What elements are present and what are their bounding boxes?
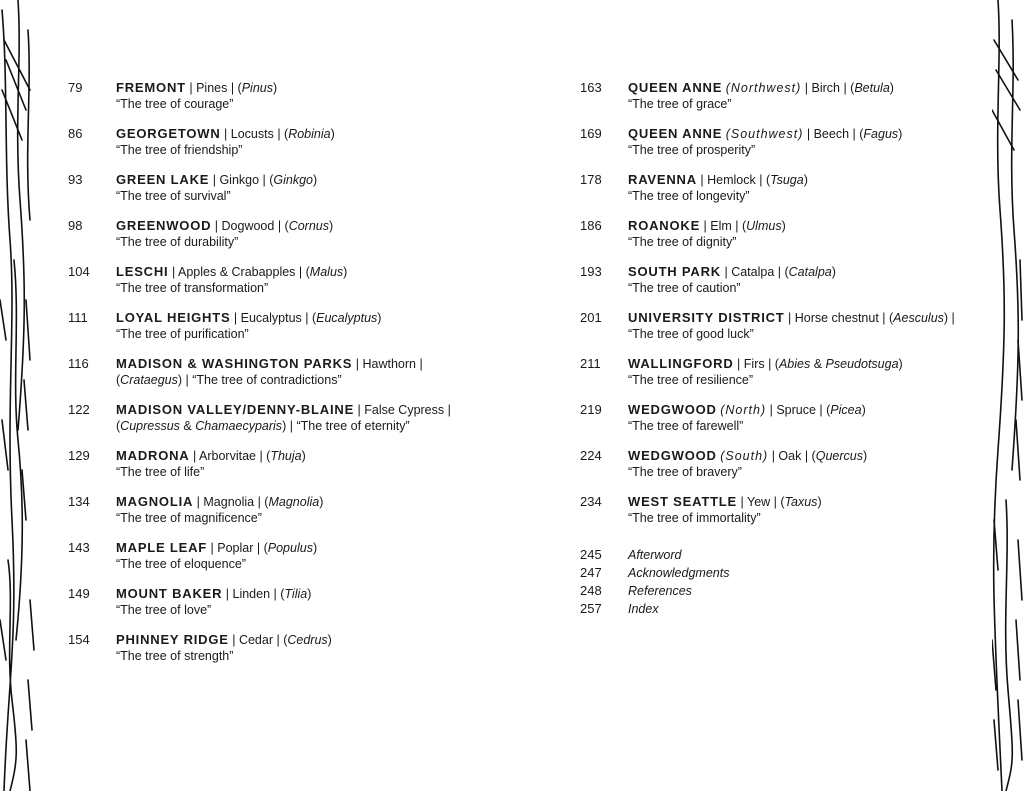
toc-entry[interactable]: 129 MADRONA | Arborvitae | (Thuja) “The tree of life” <box>68 448 468 480</box>
tree-meaning: “The tree of bravery” <box>628 465 742 479</box>
neighborhood-name: MADISON VALLEY/DENNY-BLAINE <box>116 402 355 417</box>
toc-entry[interactable]: 149 MOUNT BAKER | Linden | (Tilia) “The tree of love” <box>68 586 468 618</box>
tree-genus: Cupressus <box>120 419 180 433</box>
page-number: 134 <box>68 494 90 509</box>
toc-entry[interactable]: 193 SOUTH PARK | Catalpa | (Catalpa) “The tree of caution” <box>580 264 980 296</box>
page-number: 154 <box>68 632 90 647</box>
toc-entry[interactable]: 154 PHINNEY RIDGE | Cedar | (Cedrus) “The tree of strength” <box>68 632 468 664</box>
toc-entry[interactable]: 169 QUEEN ANNE (Southwest) | Beech | (Fagus) “The tree of prosperity” <box>580 126 980 158</box>
page-number: 86 <box>68 126 83 141</box>
page-number: 143 <box>68 540 90 555</box>
toc-entry[interactable]: 186 ROANOKE | Elm | (Ulmus) “The tree of dignity” <box>580 218 980 250</box>
tree-genus: Thuja <box>270 449 302 463</box>
neighborhood-name: UNIVERSITY DISTRICT <box>628 310 785 325</box>
page-number: 169 <box>580 126 602 141</box>
neighborhood-name: WEST SEATTLE <box>628 494 738 509</box>
tree-meaning: “The tree of transformation” <box>116 281 269 295</box>
tree-genus: Tilia <box>284 587 308 601</box>
page-number: 149 <box>68 586 90 601</box>
neighborhood-subarea: (South) <box>720 449 769 463</box>
neighborhood-name: QUEEN ANNE <box>628 80 723 95</box>
tree-common-name: Poplar <box>217 541 254 555</box>
tree-common-name: Hawthorn <box>362 357 416 371</box>
tree-meaning: “The tree of durability” <box>116 235 239 249</box>
toc-entry[interactable]: 211 WALLINGFORD | Firs | (Abies & Pseudotsuga) “The tree of resilience” <box>580 356 980 388</box>
page-number: 201 <box>580 310 602 325</box>
tree-meaning: “The tree of immortality” <box>628 511 761 525</box>
tree-common-name: Locusts <box>230 127 274 141</box>
page-number: 193 <box>580 264 602 279</box>
tree-genus: Abies <box>778 357 811 371</box>
neighborhood-name: MADRONA <box>116 448 190 463</box>
neighborhood-name: MAPLE LEAF <box>116 540 208 555</box>
tree-genus: Malus <box>309 265 344 279</box>
tree-genus: Eucalyptus <box>316 311 378 325</box>
tree-meaning: “The tree of love” <box>116 603 212 617</box>
page-number: 211 <box>580 356 601 371</box>
page-number: 129 <box>68 448 90 463</box>
neighborhood-name: PHINNEY RIDGE <box>116 632 229 647</box>
page-number: 79 <box>68 80 83 95</box>
tree-common-name: False Cypress <box>364 403 445 417</box>
tree-meaning: “The tree of contradictions” <box>192 373 342 387</box>
tree-genus: Cornus <box>288 219 329 233</box>
tree-genus-secondary: Pseudotsuga <box>825 357 899 371</box>
toc-left-column <box>68 80 468 678</box>
tree-meaning: “The tree of caution” <box>628 281 741 295</box>
tree-meaning: “The tree of survival” <box>116 189 231 203</box>
tree-meaning: “The tree of life” <box>116 465 205 479</box>
page-number: 247 <box>580 565 602 580</box>
tree-genus: Catalpa <box>788 265 832 279</box>
neighborhood-name: WEDGWOOD <box>628 448 717 463</box>
page-number: 163 <box>580 80 602 95</box>
tree-genus: Robinia <box>288 127 331 141</box>
toc-entry[interactable]: 116 MADISON & WASHINGTON PARKS | Hawthorn | (Crataegus) | “The tree of contradictions” <box>68 356 423 387</box>
tree-genus: Aesculus <box>893 311 944 325</box>
tree-common-name: Pines <box>196 81 228 95</box>
tree-genus: Populus <box>267 541 313 555</box>
tree-genus: Tsuga <box>770 173 804 187</box>
tree-common-name: Elm <box>710 219 732 233</box>
page-number: 245 <box>580 547 602 562</box>
section-title: Index <box>628 602 659 616</box>
neighborhood-name: LESCHI <box>116 264 169 279</box>
tree-common-name: Linden <box>232 587 271 601</box>
toc-entry[interactable]: 219 WEDGWOOD (North) | Spruce | (Picea) “The tree of farewell” <box>580 402 980 434</box>
tree-genus: Picea <box>830 403 862 417</box>
neighborhood-subarea: (Southwest) <box>725 127 804 141</box>
tree-genus: Fagus <box>863 127 899 141</box>
page-number: 122 <box>68 402 90 417</box>
tree-common-name: Oak <box>778 449 802 463</box>
page-number: 248 <box>580 583 602 598</box>
tree-common-name: Ginkgo <box>219 173 260 187</box>
toc-entry[interactable]: 111 LOYAL HEIGHTS | Eucalyptus | (Eucalyptus) “The tree of purification” <box>68 310 468 342</box>
tree-common-name: Hemlock <box>707 173 756 187</box>
tree-bark-illustration-right <box>992 0 1024 791</box>
neighborhood-name: LOYAL HEIGHTS <box>116 310 231 325</box>
section-title: References <box>628 584 692 598</box>
toc-entry[interactable]: 163 QUEEN ANNE (Northwest) | Birch | (Betula) “The tree of grace” <box>580 80 980 112</box>
tree-common-name: Beech <box>813 127 850 141</box>
toc-entry[interactable]: 143 MAPLE LEAF | Poplar | (Populus) “The tree of eloquence” <box>68 540 468 572</box>
tree-meaning: “The tree of dignity” <box>628 235 737 249</box>
tree-genus: Magnolia <box>268 495 320 509</box>
tree-common-name: Firs <box>743 357 765 371</box>
back-matter-entry[interactable] <box>580 582 980 600</box>
tree-common-name: Birch <box>811 81 840 95</box>
toc-entry[interactable]: 134 MAGNOLIA | Magnolia | (Magnolia) “The tree of magnificence” <box>68 494 468 526</box>
toc-entry[interactable]: 224 WEDGWOOD (South) | Oak | (Quercus) “The tree of bravery” <box>580 448 980 480</box>
page-number: 257 <box>580 601 602 616</box>
page-number: 224 <box>580 448 602 463</box>
tree-meaning: “The tree of longevity” <box>628 189 750 203</box>
toc-entry[interactable]: 122 MADISON VALLEY/DENNY-BLAINE | False Cypress | (Cupressus & Chamaecyparis) | “The tree of eternity” <box>68 402 451 433</box>
tree-genus: Cedrus <box>287 633 328 647</box>
tree-genus: Ginkgo <box>273 173 314 187</box>
page-number: 93 <box>68 172 83 187</box>
neighborhood-name: MOUNT BAKER <box>116 586 223 601</box>
neighborhood-name: WEDGWOOD <box>628 402 717 417</box>
page-number: 178 <box>580 172 602 187</box>
tree-meaning: “The tree of courage” <box>116 97 234 111</box>
section-title: Acknowledgments <box>628 566 730 580</box>
page-number: 98 <box>68 218 83 233</box>
toc-right-column <box>580 80 980 618</box>
tree-genus-secondary: Chamaecyparis <box>195 419 283 433</box>
tree-common-name: Dogwood <box>221 219 275 233</box>
neighborhood-subarea: (Northwest) <box>725 81 802 95</box>
toc-entry[interactable]: 79 FREMONT | Pines | (Pinus) “The tree of courage” <box>68 80 468 112</box>
tree-meaning: “The tree of eternity” <box>296 419 410 433</box>
tree-meaning: “The tree of eloquence” <box>116 557 246 571</box>
tree-meaning: “The tree of magnificence” <box>116 511 262 525</box>
tree-meaning: “The tree of friendship” <box>116 143 243 157</box>
tree-common-name: Yew <box>747 495 771 509</box>
toc-entry[interactable]: 104 LESCHI | Apples & Crabapples | (Malus) “The tree of transformation” <box>68 264 468 296</box>
tree-common-name: Apples & Crabapples <box>178 265 296 279</box>
neighborhood-subarea: (North) <box>720 403 767 417</box>
neighborhood-name: FREMONT <box>116 80 186 95</box>
tree-meaning: “The tree of grace” <box>628 97 732 111</box>
neighborhood-name: WALLINGFORD <box>628 356 734 371</box>
tree-genus: Crataegus <box>120 373 178 387</box>
tree-meaning: “The tree of strength” <box>116 649 234 663</box>
neighborhood-name: RAVENNA <box>628 172 697 187</box>
toc-entry[interactable]: 234 WEST SEATTLE | Yew | (Taxus) “The tree of immortality” <box>580 494 980 526</box>
tree-common-name: Magnolia <box>203 495 255 509</box>
toc-entry[interactable]: 178 RAVENNA | Hemlock | (Tsuga) “The tree of longevity” <box>580 172 980 204</box>
tree-bark-illustration-left <box>0 0 40 791</box>
page-number: 234 <box>580 494 602 509</box>
neighborhood-name: ROANOKE <box>628 218 701 233</box>
back-matter-entry[interactable] <box>580 600 980 618</box>
tree-genus: Pinus <box>241 81 273 95</box>
tree-common-name: Arborvitae <box>199 449 256 463</box>
tree-genus: Quercus <box>815 449 863 463</box>
tree-common-name: Horse chestnut <box>794 311 879 325</box>
page-number: 111 <box>68 310 88 325</box>
neighborhood-name: QUEEN ANNE <box>628 126 723 141</box>
neighborhood-name: MADISON & WASHINGTON PARKS <box>116 356 353 371</box>
tree-common-name: Eucalyptus <box>240 311 302 325</box>
tree-meaning: “The tree of prosperity” <box>628 143 756 157</box>
page-number: 104 <box>68 264 90 279</box>
tree-meaning: “The tree of farewell” <box>628 419 744 433</box>
neighborhood-name: SOUTH PARK <box>628 264 721 279</box>
toc-entry[interactable]: 201 UNIVERSITY DISTRICT | Horse chestnut | (Aesculus) | “The tree of good luck” <box>580 310 955 341</box>
tree-meaning: “The tree of purification” <box>116 327 249 341</box>
tree-genus: Betula <box>854 81 890 95</box>
toc-entry[interactable]: 86 GEORGETOWN | Locusts | (Robinia) “The tree of friendship” <box>68 126 468 158</box>
toc-entry[interactable]: 98 GREENWOOD | Dogwood | (Cornus) “The tree of durability” <box>68 218 468 250</box>
back-matter-entry[interactable] <box>580 546 980 564</box>
tree-common-name: Cedar <box>238 633 273 647</box>
page-number: 219 <box>580 402 602 417</box>
page-number: 116 <box>68 356 89 371</box>
neighborhood-name: GREENWOOD <box>116 218 212 233</box>
tree-common-name: Spruce <box>776 403 816 417</box>
neighborhood-name: MAGNOLIA <box>116 494 194 509</box>
neighborhood-name: GEORGETOWN <box>116 126 221 141</box>
tree-genus: Ulmus <box>746 219 782 233</box>
section-title: Afterword <box>628 548 682 562</box>
neighborhood-name: GREEN LAKE <box>116 172 210 187</box>
tree-genus: Taxus <box>784 495 818 509</box>
page-number: 186 <box>580 218 602 233</box>
back-matter-entry[interactable] <box>580 564 980 582</box>
tree-meaning: “The tree of good luck” <box>628 327 754 341</box>
tree-meaning: “The tree of resilience” <box>628 373 754 387</box>
toc-entry[interactable]: 93 GREEN LAKE | Ginkgo | (Ginkgo) “The tree of survival” <box>68 172 468 204</box>
tree-common-name: Catalpa <box>731 265 775 279</box>
